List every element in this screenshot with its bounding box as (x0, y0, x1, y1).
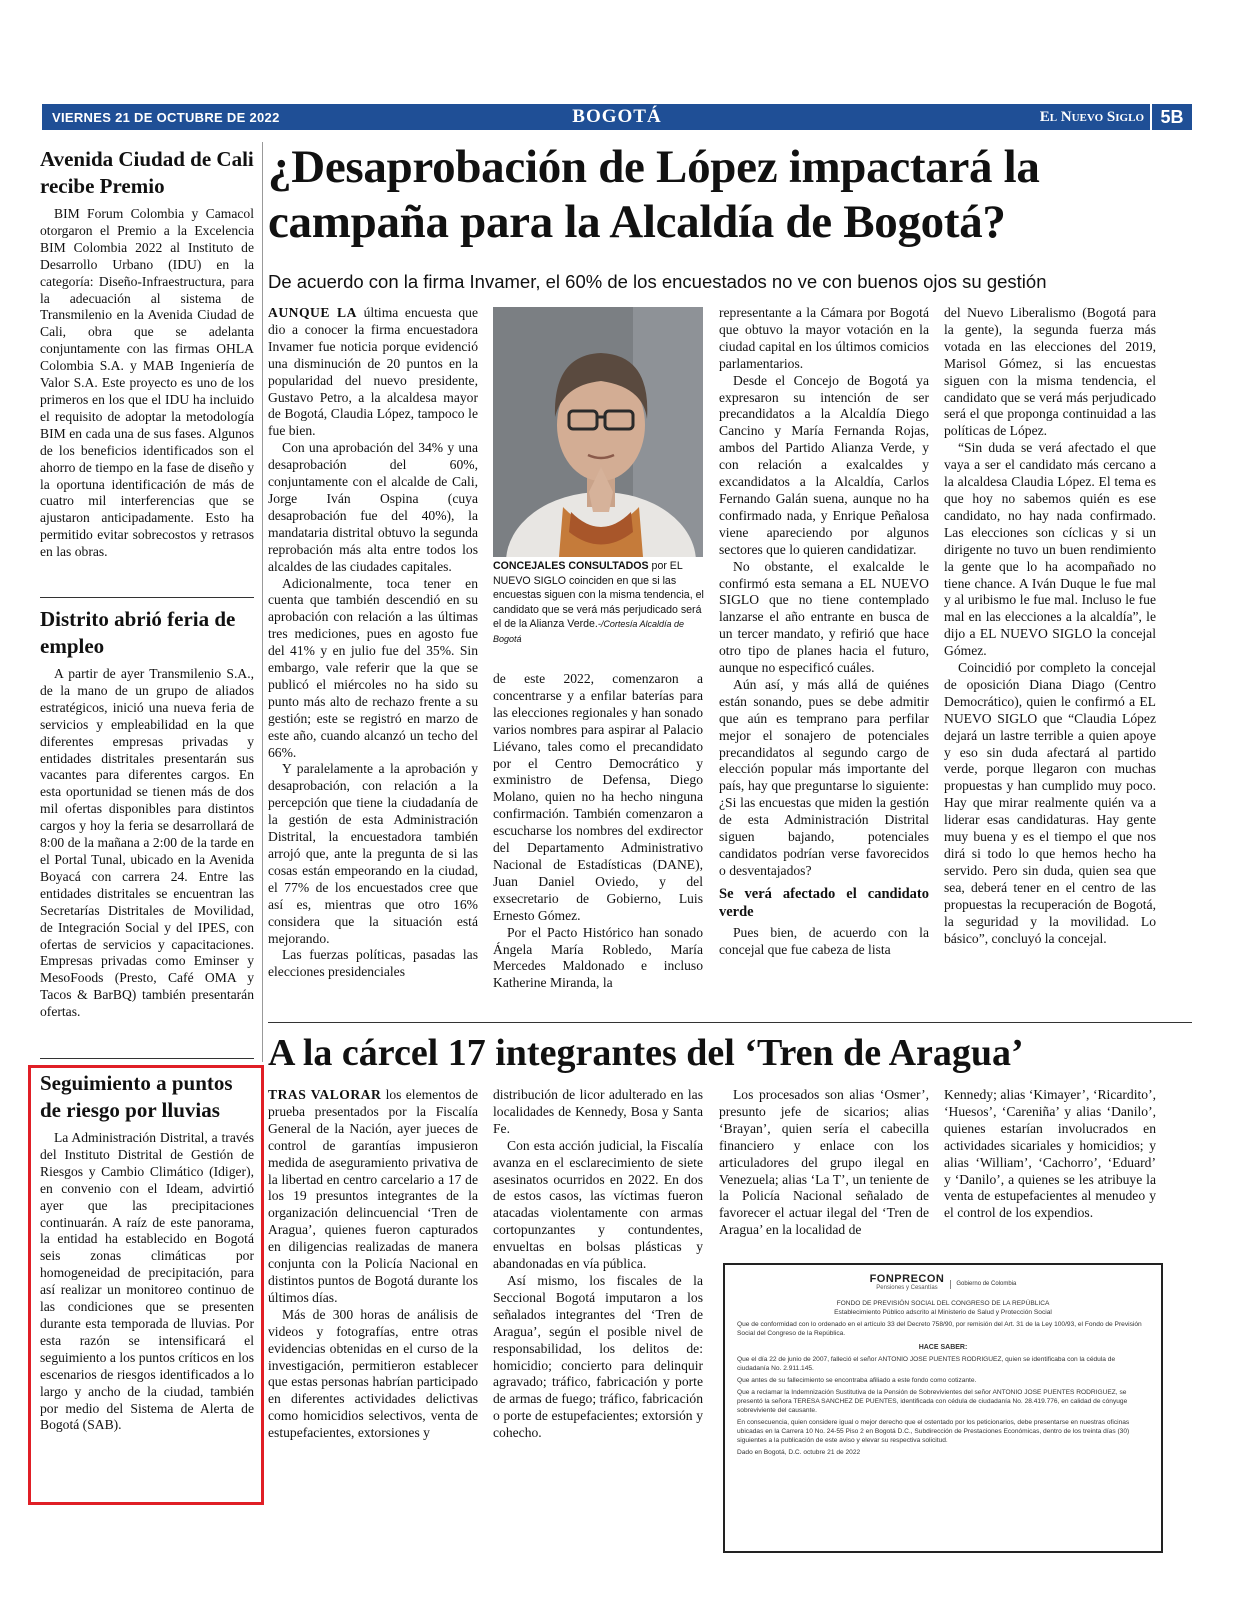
second-column-4 (944, 1087, 1156, 1222)
main-column-2 (493, 671, 703, 992)
second-column-2 (493, 1087, 703, 1442)
lead-word: TRAS VALORAR (268, 1087, 382, 1102)
sidebar-story-3-body: La Administración Distrital, a través del Instituto Distrital de Gestión de Riesgos y Cambio Climático (Idiger), en convenio con el Ideam, advirtió ayer que las precipitaciones continuarán. A raíz de este panorama, la entidad ha establecido en Bogotá seis zonas climáticas por homogeneidad de precipitación, para así realizar un monitoreo continuo de las condiciones que se presenten durante esta temporada de lluvias. Por esta razón se intensificará el seguimiento a los puntos críticos en los escenarios de riesgos identificados a lo largo y ancho de la ciudad, también por medio del Sistema de Alerta de Bogotá (SAB). (40, 1130, 254, 1433)
logo-subtitle: Pensiones y Cesantías (876, 1285, 938, 1291)
paragraph: Con una aprobación del 34% y una desaprobación del 60%, conjuntamente con el alcalde de Cali, Jorge Iván Ospina (cuya desaprobación fue del 40%), la mandataria distrital obtuvo la segunda reprobación más alta entre todos los alcaldes de las ciudades capitales. (268, 440, 478, 574)
government-mark: Gobierno de Colombia (950, 1280, 1016, 1289)
sidebar-story-2-title: Distrito abrió feria de empleo (40, 607, 236, 658)
sidebar-story-2 (40, 606, 254, 1021)
paragraph: Los procesados son alias ‘Osmer’, presunto jefe de sicarios; alias ‘Brayan’, quien sería el cabecilla financiero y enlace con los articuladores del grupo ilegal en Venezuela; alias ‘La T’, un teniente de la Policía Nacional señalado de favorecer el actuar ilegal del ‘Tren de Aragua’ en la localidad de (719, 1087, 929, 1238)
divider (268, 1022, 1192, 1023)
second-column-1 (268, 1087, 478, 1442)
newspaper-name: El Nuevo Siglo (1039, 108, 1144, 125)
portrait-photo (493, 307, 703, 557)
notice-paragraph: En consecuencia, quien considere igual o mejor derecho que el ostentado por los peticionarios, debe presentarse en nuestras oficinas ubicadas en la Carrera 10 No. 24-55 Piso 2 en Bogotá D.C., Subdirección de Prestaciones Económicas, dentro de los treinta días (30) siguientes a la publicación de este aviso y elevar su respectiva solicitud. (737, 1419, 1130, 1444)
sidebar-story-2-body: A partir de ayer Transmilenio S.A., de la mano de un grupo de aliados estratégicos, inició una nueva feria de servicios y empleabilidad en la que diferentes empresas privadas y entidades distritales presentarán sus vacantes para diferentes cargos. En esta oportunidad se tienen más de dos mil ofertas disponibles para distintos cargos y hoy la feria se desarrollará de 8:00 de la mañana a 2:00 de la tarde en el Portal Tunal, ubicado en la Avenida Boyacá con carrera 24. Entre las entidades distritales se encuentran las Secretarías Distritales de Movilidad, de Integración Social y del IPES, con ofertas de servicios y capacitaciones. Empresas privadas como Eminser y MesoFoods (Presto, Café OMA y Tacos & BarBQ) también presentarán ofertas. (40, 666, 254, 1020)
logo-name: FONPRECON (869, 1273, 945, 1285)
paragraph: distribución de licor adulterado en las localidades de Kennedy, Bosa y Santa Fe. (493, 1087, 703, 1136)
section-subhead: Se verá afectado el candidato verde (719, 885, 929, 920)
caption-lead: CONCEJALES CONSULTADOS (493, 560, 649, 572)
paragraph: de este 2022, comenzaron a concentrarse y a enfilar baterías para las elecciones regionales y han sonado varios nombres para aspirar al Palacio Liévano, tales como el precandidato por el Centro Democrático y exministro de Defensa, Diego Molano, quien no ha hecho ninguna confirmación. También comenzaron a escucharse los nombres del exdirector del Departamento Administrativo Nacional de Estadísticas (DANE), Juan Daniel Oviedo, y del exsecretario de Gobierno, Luis Ernesto Gómez. (493, 671, 703, 923)
photo-credit: -/Cortesía Alcaldía de Bogotá (493, 619, 685, 644)
photo-caption (493, 559, 705, 646)
main-headline: ¿Desaprobación de López impactará la campaña para la Alcaldía de Bogotá? (268, 141, 1040, 248)
portrait-illustration (493, 307, 703, 557)
notice-org: FONDO DE PREVISIÓN SOCIAL DEL CONGRESO DE LA REPÚBLICA (836, 1300, 1050, 1307)
paragraph: Con esta acción judicial, la Fiscalía avanza en el esclarecimiento de siete asesinatos ocurridos en 2022. En dos de estos casos, las víctimas fueron atacadas violentamente con armas cortopunzantes y contundentes, envueltas en bolsas plásticas y abandonadas en vía pública. (493, 1137, 703, 1272)
section-name: BOGOTÁ (572, 106, 662, 127)
sidebar-story-1-title: Avenida Ciudad de Cali recibe Premio (40, 147, 254, 198)
sidebar-story-3-title: Seguimiento a puntos de riesgo por lluvias (40, 1071, 233, 1122)
notice-paragraph: Que a reclamar la Indemnización Sustitutiva de la Pensión de Sobrevivientes del señor ANTONIO JOSE PUENTES RODRIGUEZ, se presentó la señora TERESA SANCHEZ DE PUENTES, identificada con cédula de ciudadanía No. 28.419.776, en calidad de cónyuge sobreviviente del causante. (737, 1389, 1128, 1414)
paragraph: del Nuevo Liberalismo (Bogotá para la gente), la segunda fuerza más votada en las elecciones del 2019, Marisol Gómez, si las encuestas siguen con la misma tendencia, el candidato que se verá más perjudicado será el que proponga continuidad a las políticas de López. (944, 305, 1156, 439)
paragraph: Por el Pacto Histórico han sonado Ángela María Robledo, María Mercedes Maldonado e incluso Katherine Miranda, la (493, 924, 703, 991)
sidebar-story-1-body: BIM Forum Colombia y Camacol otorgaron el Premio a la Excelencia BIM Colombia 2022 al Instituto de Desarrollo Urbano (IDU) en la categoría: Diseño-Infraestructura, para la adecuación al sistema de Transmilenio en la Avenida Ciudad de Cali, obra que se adelanta conjuntamente con las firmas OHLA Colombia S.A. y MAB Ingeniería de Valor S.A. Este proyecto es uno de los primeros en los que el IDU ha incluido el requisito de adoptar la metodología BIM en cada una de sus fases. Algunos de los beneficios identificados son el ahorro de tiempo en la fase de diseño y la oportuna identificación de más de cuatro mil interferencias que se ajustaron anticipadamente. Esto ha permitido evitar sobrecostos y retrasos en las obras. (40, 206, 254, 560)
paragraph: Más de 300 horas de análisis de videos y fotografías, entre otras evidencias obtenidas en el curso de la investigación, permitieron establecer que estas personas habrían participado en diferentes actividades delictivas como homicidios selectivos, venta de estupefacientes, extorsiones y (268, 1306, 478, 1441)
sidebar-story-3 (40, 1070, 254, 1434)
divider (40, 597, 254, 598)
paragraph: Pues bien, de acuerdo con la concejal que fue cabeza de lista (719, 924, 929, 957)
caption-text: por EL NUEVO SIGLO coinciden en que si las encuestas siguen con la misma tendencia, el candidato que se verá más perjudicado será el de la Alianza Verde. (493, 560, 704, 630)
divider (40, 1058, 254, 1059)
page-number: 5B (1150, 104, 1192, 130)
sidebar-story-1 (40, 146, 254, 561)
legal-notice (723, 1263, 1163, 1553)
main-column-3 (719, 305, 929, 959)
paragraph: No obstante, el exalcalde le confirmó esta semana a EL NUEVO SIGLO que no tiene contemplado lanzarse el año entrante en busca de un tercer mandato, y refirió que hace otro tipo de planes hacia el futuro, aunque no especificó cuáles. (719, 558, 929, 676)
page-header (42, 104, 1192, 130)
notice-paragraph: Que antes de su fallecimiento se encontraba afiliado a este fondo como cotizante. (737, 1377, 977, 1384)
paragraph: TRAS VALORAR los elementos de prueba presentados por la Fiscalía General de la Nación, ayer jueces de control de garantías impusieron medida de aseguramiento privativa de la libertad en centro carcelario a 17 de los 19 presuntos integrantes de la organización delincuencial ‘Tren de Aragua’, quienes fueron capturados en diligencias realizadas de manera conjunta con la Policía Nacional en distintos puntos de Bogotá durante los últimos días. (268, 1087, 478, 1305)
paragraph: Y paralelamente a la aprobación y desaprobación, con relación a la percepción que tiene la ciudadanía de la gestión de esta Administración Distrital, la encuestadora también arrojó que, ante la pregunta de si las cosas están empeorando en la ciudad, el 77% de los encuestados cree que así es, mientras que otro 16% considera que la situación está mejorando. (268, 761, 478, 946)
notice-paragraph: Que de conformidad con lo ordenado en el artículo 33 del Decreto 758/90, por remisión del Art. 31 de la Ley 100/93, el Fondo de Previsión Social del Congreso de la República. (737, 1321, 1142, 1337)
paragraph: Adicionalmente, toca tener en cuenta que también descendió en su aprobación con relación a las últimas tres mediciones, pues en agosto fue del 41% y en julio fue del 35%. Sin embargo, vale referir que la que se publicó el miércoles no ha sido su punto más alto de rechazo frente a su gestión; este se registró en marzo de este año, cuando alcanzó un techo del 66%. (268, 575, 478, 760)
second-headline: A la cárcel 17 integrantes del ‘Tren de Aragua’ (268, 1032, 1024, 1074)
fonprecon-logo (737, 1275, 1149, 1293)
paragraph: Así mismo, los fiscales de la Seccional Bogotá imputaron a los señalados integrantes del ‘Tren de Aragua’, según el posible nivel de responsabilidad, los delitos de: homicidio; concierto para delinquir agravado; tráfico, fabricación y porte de armas de fuego; tráfico, fabricación o porte de estupefacientes; extorsión y cohecho. (493, 1272, 703, 1441)
notice-heading: HACE SABER: (918, 1344, 968, 1351)
paragraph: Las fuerzas políticas, pasadas las elecciones presidenciales (268, 947, 478, 980)
main-column-1 (268, 305, 478, 981)
lead-word: AUNQUE LA (268, 305, 357, 320)
paragraph: Coincidió por completo la concejal de oposición Diana Diago (Centro Democrático), quien le confirmó a EL NUEVO SIGLO que “Claudia López dejará un lastre terrible a quien apoye y eso sin duda afectará al partido verde, porque llegaron con muchas propuestas y han cumplido muy poco. Hay que mirar realmente quién va a liderar esas candidaturas. Hay gente muy buena y es el tiempo el que nos dirá si todo lo que hemos hecho ha servido. Pero sin duda, quien sea que sea, deberá tener en el centro de las propuestas la recuperación de Bogotá, la seguridad y la movilidad. Lo básico”, concluyó la concejal. (944, 660, 1156, 946)
column-divider (262, 142, 263, 1062)
paragraph: AUNQUE LA última encuesta que dio a conocer la firma encuestadora Invamer fue noticia porque evidenció una disminución de 20 puntos en la popularidad del nuevo presidente, Gustavo Petro, a la alcaldesa mayor de Bogotá, Claudia López, tampoco le fue bien. (268, 305, 478, 439)
paragraph: “Sin duda se verá afectado el que vaya a ser el candidato más cercano a la alcaldesa Claudia López. El tema es que hoy no sabemos quién es ese candidato, no hay nada confirmado. Las elecciones son cíclicas y si un dirigente no tuvo un buen rendimiento la gente que lo ha acompañado no tiene chance. A Iván Duque le fue mal y al uribismo le fue mal. Incluso le fue mal en las elecciones a la alcaldía”, le dijo a EL NUEVO SIGLO la concejal Gómez. (944, 440, 1156, 659)
notice-date: Dado en Bogotá, D.C. octubre 21 de 2022 (737, 1449, 861, 1456)
header-date: VIERNES 21 DE OCTUBRE DE 2022 (52, 109, 280, 125)
paragraph: Kennedy; alias ‘Kimayer’, ‘Ricardito’, ‘Huesos’, ‘Careniña’ y alias ‘Danilo’, quienes estarían involucrados en actividades sicariales y homicidios; y alias ‘William’, ‘Cachorro’, ‘Eduard’ y ‘Danilo’, a quienes se les atribuye la venta de estupefacientes al menudeo y el control de los expendios. (944, 1087, 1156, 1221)
paragraph: Aún así, y más allá de quiénes están sonando, pues se debe admitir que aún es temprano para perfilar mejor el sonajero de potenciales precandidatos al segundo cargo de elección popular más importante del país, hay que preguntarse lo siguiente: ¿Si las encuestas que miden la gestión de esta Administración Distrital siguen bajando, potenciales candidatos podrían verse favorecidos o desventajados? (719, 676, 929, 878)
paragraph: representante a la Cámara por Bogotá que obtuvo la mayor votación en la ciudad capital en los últimos comicios parlamentarios. (719, 305, 929, 371)
main-column-4 (944, 305, 1156, 947)
paragraph: Desde el Concejo de Bogotá ya expresaron su intención de ser precandidatos a la Alcaldía Diego Cancino y María Fernanda Rojas, ambos del Partido Alianza Verde, y con relación a exalcaldes y excandidatos a la Alcaldía, Carlos Fernando Galán suena, aunque no ha confirmado nada, y Enrique Peñalosa viene apareciendo por algunos sectores que lo quieren candidatizar. (719, 372, 929, 557)
notice-paragraph: Que el día 22 de junio de 2007, falleció el señor ANTONIO JOSE PUENTES RODRIGUEZ, quien se identificaba con la cédula de ciudadanía No. 2.911.145. (737, 1356, 1116, 1372)
main-subheadline: De acuerdo con la firma Invamer, el 60% de los encuestados no ve con buenos ojos su gestión (268, 271, 1047, 292)
second-column-3 (719, 1087, 929, 1239)
notice-org-sub: Establecimiento Público adscrito al Ministerio de Salud y Protección Social (834, 1309, 1052, 1316)
